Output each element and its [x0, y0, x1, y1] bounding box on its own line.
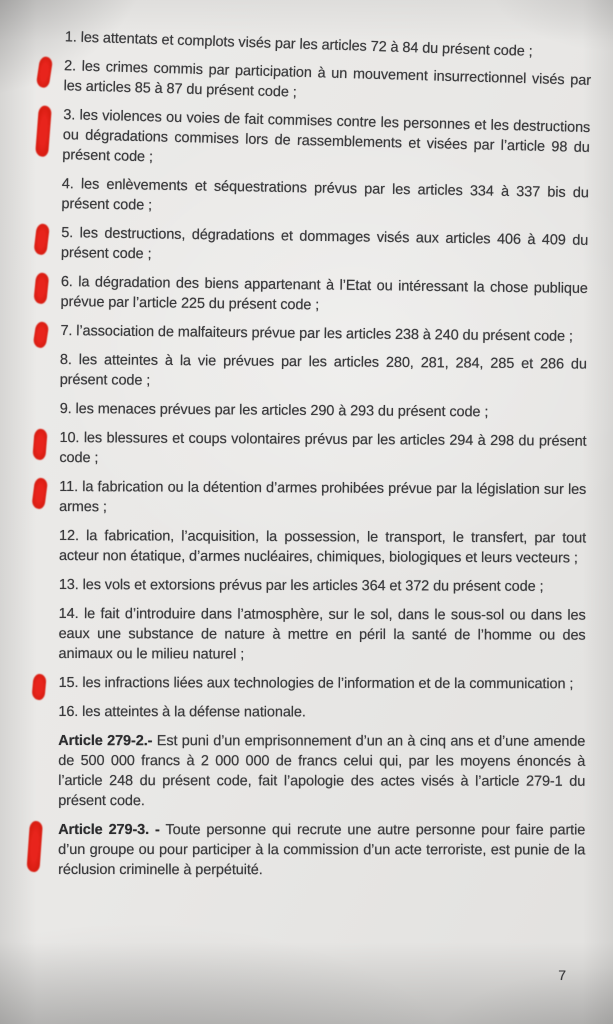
item-number: 16. — [58, 704, 79, 721]
list-item — [58, 702, 585, 723]
article-paragraph — [58, 820, 585, 880]
list-item — [60, 272, 587, 319]
red-marker-stroke — [26, 821, 43, 873]
item-text: les vols et extorsions prévus par les articles 364 et 372 du présent code ; — [82, 577, 544, 595]
item-text: les infractions liées aux technologies de l’information et de la communication ; — [82, 675, 574, 693]
list-item — [59, 526, 586, 568]
item-number: 9. — [59, 401, 72, 418]
item-text: l’association de malfaiteurs prévue par les articles 238 à 240 du présent code ; — [76, 323, 573, 345]
item-text: la fabrication ou la détention d’armes prohibées prévue par la législation sur les armes ; — [59, 479, 587, 516]
item-number: 10. — [59, 430, 80, 447]
item-text: les menaces prévues par les articles 290 à 293 du présent code ; — [75, 401, 489, 421]
list-item — [59, 673, 586, 694]
page-number: 7 — [558, 967, 566, 983]
red-marker-stroke — [35, 105, 52, 157]
list-item — [62, 105, 590, 178]
list-item — [61, 223, 589, 271]
article-label: Article 279-2.- — [58, 733, 153, 750]
article-label: Article 279-3. - — [58, 822, 160, 839]
list-item — [63, 56, 591, 111]
item-number: 13. — [58, 577, 79, 594]
item-number: 11. — [59, 479, 79, 496]
item-number: 4. — [61, 176, 74, 193]
item-text: le fait d’introduire dans l’atmosphère, sur le sol, dans le sous-sol ou dans les eaux une substance de nature à mettre en péril la santé de l’homme ou des animaux ou le milieu naturel ; — [58, 606, 586, 663]
article-paragraph — [58, 731, 585, 812]
item-text: la dégradation des biens appartenant à l’Etat ou intéressant la chose publique prévue par l’article 225 du présent code ; — [60, 274, 588, 314]
item-number: 14. — [58, 606, 79, 623]
red-marker-stroke — [33, 223, 50, 255]
article-text: Toute personne qui recrute une autre personne pour faire partie d’un groupe ou pour participer à la commission d’un acte terroriste, est punie de la réclusion criminelle à perpétuité. — [58, 822, 586, 879]
red-marker-stroke — [33, 272, 49, 304]
item-number: 7. — [60, 323, 73, 340]
item-text: les enlèvements et séquestrations prévus par les articles 334 à 337 bis du présent code ; — [61, 176, 589, 214]
list-item — [59, 477, 586, 520]
item-number: 2. — [63, 58, 77, 75]
item-number: 3. — [63, 107, 76, 124]
list-item — [61, 174, 589, 223]
list-item — [60, 350, 587, 395]
item-number: 15. — [58, 675, 79, 692]
red-marker-stroke — [31, 673, 46, 700]
list-item — [60, 321, 587, 347]
item-number: 8. — [59, 352, 72, 369]
item-text: les blessures et coups volontaires prévus par les articles 294 à 298 du présent code ; — [59, 430, 587, 467]
item-text: les atteintes à la vie prévues par les articles 280, 281, 284, 285 et 286 du présent code ; — [59, 352, 587, 389]
item-text: les atteintes à la défense nationale. — [82, 704, 306, 721]
article-text: Est puni d’un emprisonnement d’un an à cinq ans et d’une amende de 500 000 francs à 2 000 000 de francs celui qui, par les moyens énoncés à l’article 248 du présent code, fait l’apologie des actes visés à l’article 279-1 du présent code. — [58, 733, 586, 810]
red-marker-stroke — [33, 321, 50, 349]
list-item — [59, 575, 586, 597]
item-text: les crimes commis par participation à un mouvement insurrectionnel visés par les articles 85 à 87 du présent code ; — [63, 58, 592, 101]
red-marker-stroke — [36, 56, 53, 89]
item-number: 6. — [60, 274, 73, 291]
document-content — [58, 27, 592, 889]
list-item — [59, 428, 586, 472]
item-text: les destructions, dégradations et dommages visés aux articles 406 à 409 du présent code ; — [60, 225, 589, 263]
red-marker-stroke — [31, 477, 48, 509]
item-number: 12. — [59, 528, 79, 545]
item-text: les attentats et complots visés par les articles 72 à 84 du présent code ; — [80, 29, 533, 60]
item-number: 1. — [64, 29, 78, 46]
list-item — [59, 604, 586, 666]
list-item — [60, 399, 587, 423]
red-marker-stroke — [32, 428, 47, 460]
item-number: 5. — [61, 225, 74, 242]
item-text: la fabrication, l’acquisition, la possession, le transport, le transfert, par tout acteur non étatique, d’armes nucléaires, chimiques, biologiques et leurs vecteurs ; — [58, 528, 587, 567]
item-text: les violences ou voies de fait commises contre les personnes et les destructions ou dégradations commises lors de rassemblements et visées par l’article 98 du présent code ; — [62, 107, 591, 166]
